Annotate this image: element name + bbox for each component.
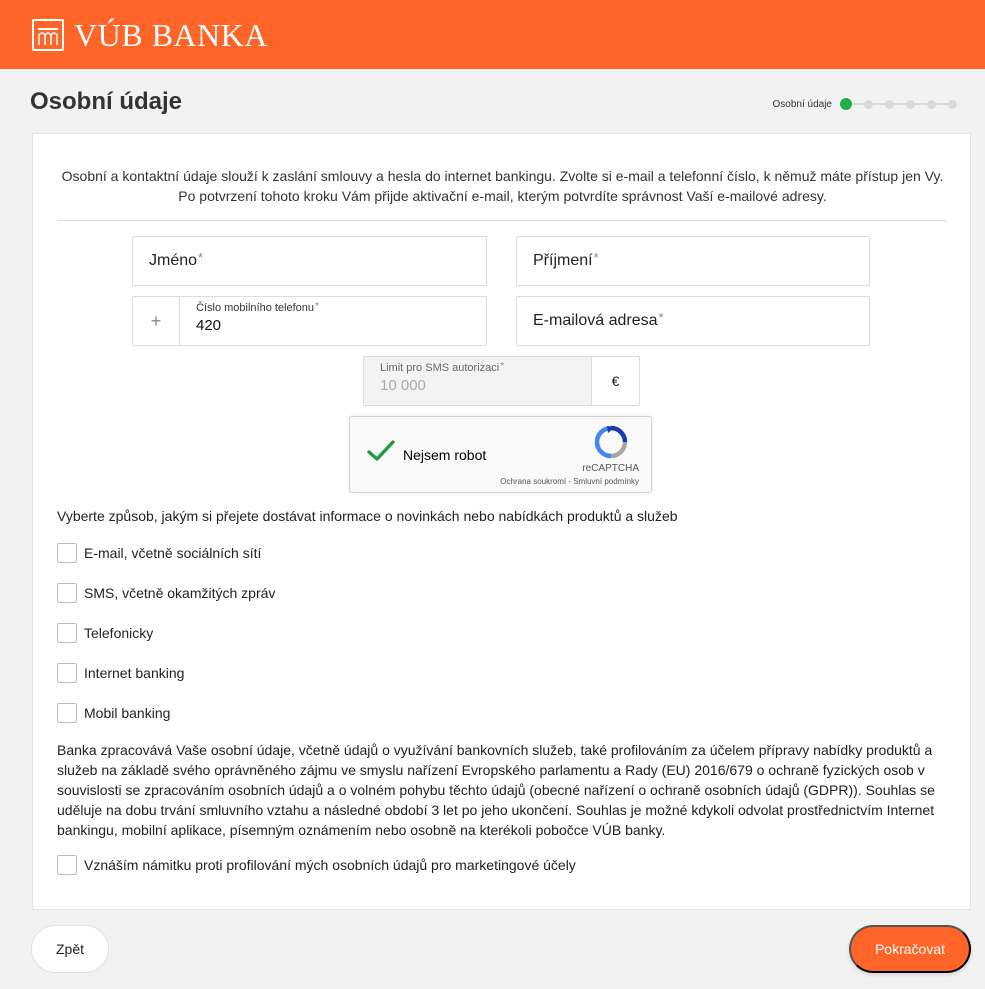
required-mark: * (500, 361, 505, 372)
option-label: Telefonicky (84, 625, 154, 641)
marketing-question: Vyberte způsob, jakým si přejete dostávat informace o novinkách nebo nabídkách produktů a služeb (57, 508, 678, 524)
phone-field (132, 296, 487, 346)
personal-data-form (32, 133, 971, 910)
step-connector (936, 103, 948, 105)
email-label: E-mailová adresa* (533, 310, 664, 329)
email-input[interactable] (516, 296, 870, 346)
continue-button[interactable]: Pokračovat (849, 925, 971, 973)
progress-steps (773, 96, 958, 112)
profiling-objection[interactable] (57, 855, 576, 875)
marketing-option-phone[interactable] (57, 623, 153, 643)
current-step-label: Osobní údaje (772, 98, 832, 110)
phone-prefix-button[interactable]: + (133, 297, 180, 345)
page-title: Osobní údaje (30, 88, 183, 115)
option-label: SMS, včetně okamžitých zpráv (84, 585, 276, 601)
step-1-active (840, 98, 852, 110)
step-4 (906, 100, 915, 109)
option-label: E-mail, včetně sociálních sítí (84, 545, 262, 561)
required-mark: * (315, 301, 319, 312)
required-mark: * (593, 250, 599, 265)
first-name-input[interactable] (132, 236, 487, 286)
required-mark: * (658, 310, 664, 325)
checkbox[interactable] (57, 703, 77, 723)
captcha-label: Nejsem robot (403, 447, 487, 463)
currency-label: € (611, 373, 620, 389)
step-3 (885, 100, 894, 109)
step-connector (873, 103, 885, 105)
marketing-option-internet-banking[interactable] (57, 663, 184, 683)
recaptcha-links[interactable]: Ochrana soukromí - Smluvní podmínky (500, 477, 639, 486)
intro-line-2: Po potvrzení tohoto kroku Vám přijde aktivační e-mail, kterým potvrdíte správnost Vaší e-mailové adresy. (178, 188, 827, 204)
phone-label: Číslo mobilního telefonu* (196, 301, 319, 314)
vub-logo[interactable] (32, 17, 268, 53)
option-label: Mobil banking (84, 705, 171, 721)
bank-building-icon (32, 19, 64, 51)
last-name-label: Příjmení* (533, 250, 599, 269)
marketing-option-sms[interactable] (57, 583, 275, 603)
recaptcha-widget (349, 416, 652, 493)
header-bar (0, 0, 985, 69)
gdpr-notice: Banka zpracovává Vaše osobní údaje, včetně údajů o využívání bankovních služeb, také profilováním za účelem přípravy nabídky produktů a služeb na základě svého oprávněného zájmu ve smyslu nařízení Evropského parlamentu a Rady (EU) 2016/679 o ochraně fyzických osob v souvislosti se zpracováním osobních údajů a o volném pohybu těchto údajů (obecné nařízení o ochraně osobních údajů (GDPR)). Souhlas se uděluje na dobu trvání smluvního vztahu a následné období 3 let po jeho ukončení. Souhlas je možné kdykoli odvolat prostřednictvím Internet bankingu, mobilní aplikace, písemným oznámením nebo osobně na kterékoli pobočce VÚB banky. (57, 742, 935, 838)
recaptcha-logo-icon (594, 425, 628, 464)
checkbox[interactable] (57, 543, 77, 563)
back-button[interactable]: Zpět (31, 925, 109, 973)
step-connector (894, 103, 906, 105)
phone-input[interactable]: 420 (196, 317, 222, 334)
checkbox[interactable] (57, 663, 77, 683)
brand-name: VÚB BANKA (74, 17, 268, 53)
first-name-label: Jméno* (149, 250, 204, 269)
step-5 (927, 100, 936, 109)
captcha-checkmark-icon[interactable] (366, 439, 396, 468)
objection-label: Vznáším námitku proti profilování mých osobních údajů pro marketingové účely (84, 857, 576, 873)
last-name-input[interactable] (516, 236, 870, 286)
intro-text (33, 166, 972, 206)
sms-limit-value: 10 000 (380, 377, 426, 394)
checkbox[interactable] (57, 855, 77, 875)
sms-limit-field (363, 356, 640, 406)
sms-limit-input[interactable] (364, 357, 592, 405)
sms-limit-label: Limit pro SMS autorizaci* (380, 361, 505, 374)
intro-line-1: Osobní a kontaktní údaje slouží k zaslání smlouvy a hesla do internet bankingu. Zvolte si e-mail a telefonní číslo, k němuž máte přístup jen Vy. (61, 168, 944, 184)
marketing-option-mobile-banking[interactable] (57, 703, 170, 723)
recaptcha-brand: reCAPTCHA (582, 463, 639, 474)
checkbox[interactable] (57, 623, 77, 643)
step-2 (864, 100, 873, 109)
step-connector (852, 103, 864, 105)
step-6 (948, 100, 957, 109)
option-label: Internet banking (84, 665, 185, 681)
checkbox[interactable] (57, 583, 77, 603)
marketing-option-email[interactable] (57, 543, 261, 563)
required-mark: * (198, 250, 204, 265)
step-connector (915, 103, 927, 105)
divider (57, 220, 947, 221)
